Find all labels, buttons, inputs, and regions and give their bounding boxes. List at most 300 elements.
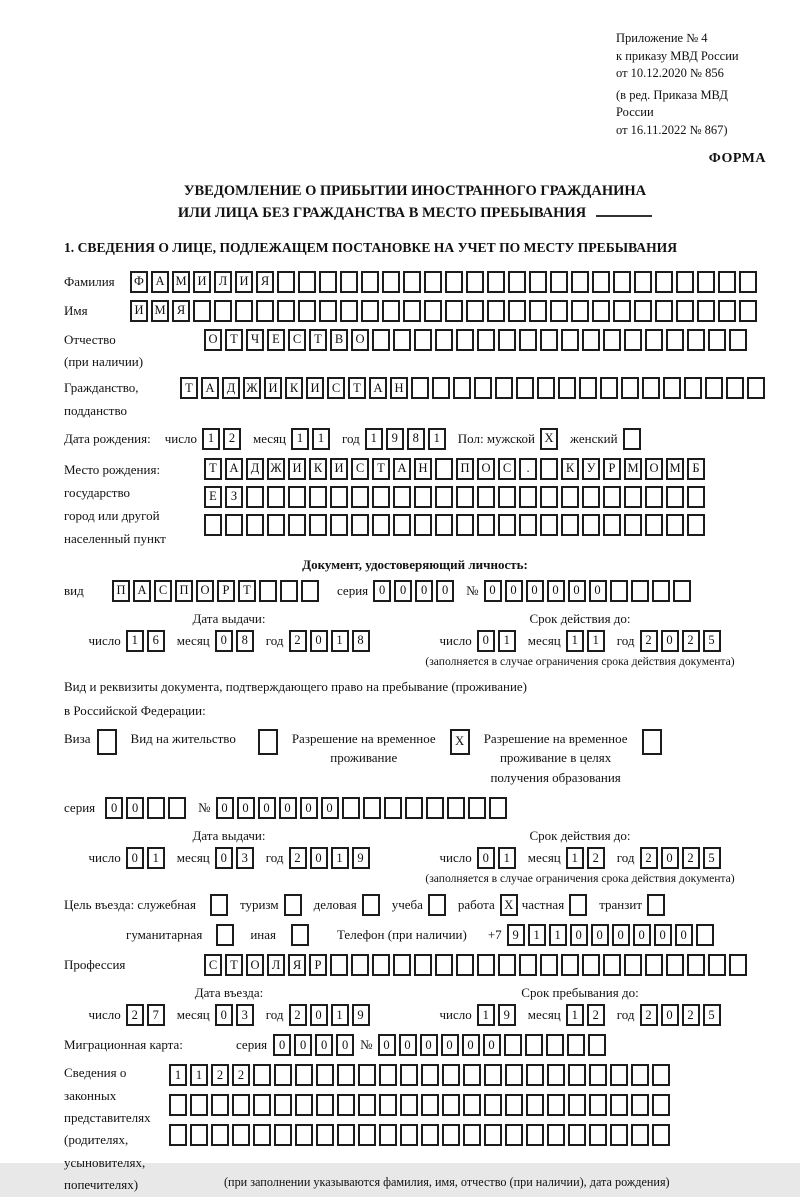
char-cell[interactable]: 0 (462, 1034, 480, 1056)
char-cell[interactable] (309, 486, 327, 508)
char-cell[interactable]: 2 (640, 1004, 658, 1026)
char-cell[interactable]: Е (267, 329, 285, 351)
char-cell[interactable]: 2 (682, 847, 700, 869)
char-cell[interactable]: 0 (415, 580, 433, 602)
char-cell[interactable]: 9 (507, 924, 525, 946)
char-cell[interactable]: 8 (352, 630, 370, 652)
char-cell[interactable]: 0 (436, 580, 454, 602)
char-cell[interactable] (477, 514, 495, 536)
char-cell[interactable]: 2 (640, 630, 658, 652)
char-cell[interactable] (561, 954, 579, 976)
char-cell[interactable]: И (235, 271, 253, 293)
char-cell[interactable]: Т (348, 377, 366, 399)
char-cell[interactable] (414, 329, 432, 351)
char-cell[interactable] (645, 514, 663, 536)
char-cell[interactable] (505, 1064, 523, 1086)
char-cell[interactable] (358, 1094, 376, 1116)
char-cell[interactable]: 0 (661, 847, 679, 869)
char-cell[interactable]: Я (256, 271, 274, 293)
char-cell[interactable] (739, 300, 757, 322)
char-cell[interactable] (277, 271, 295, 293)
char-cell[interactable]: 0 (215, 630, 233, 652)
char-cell[interactable] (652, 1124, 670, 1146)
char-cell[interactable] (280, 580, 298, 602)
char-cell[interactable]: 0 (237, 797, 255, 819)
char-cell[interactable]: 0 (126, 847, 144, 869)
char-cell[interactable] (529, 300, 547, 322)
char-cell[interactable] (613, 300, 631, 322)
char-cell[interactable]: 1 (587, 630, 605, 652)
char-cell[interactable] (540, 458, 558, 480)
char-cell[interactable] (379, 1124, 397, 1146)
char-cell[interactable] (561, 486, 579, 508)
char-cell[interactable]: 1 (566, 1004, 584, 1026)
char-cell[interactable]: 1 (126, 630, 144, 652)
char-cell[interactable]: К (309, 458, 327, 480)
char-cell[interactable] (697, 300, 715, 322)
char-cell[interactable] (442, 1124, 460, 1146)
char-cell[interactable] (589, 1064, 607, 1086)
char-cell[interactable]: 0 (477, 847, 495, 869)
char-cell[interactable] (526, 1094, 544, 1116)
char-cell[interactable] (508, 300, 526, 322)
char-cell[interactable] (267, 514, 285, 536)
char-cell[interactable] (447, 797, 465, 819)
char-cell[interactable] (634, 271, 652, 293)
char-cell[interactable] (547, 1094, 565, 1116)
char-cell[interactable]: 0 (591, 924, 609, 946)
char-cell[interactable]: 2 (640, 847, 658, 869)
char-cell[interactable] (204, 514, 222, 536)
char-cell[interactable]: 9 (352, 1004, 370, 1026)
char-cell[interactable] (484, 1124, 502, 1146)
char-cell[interactable] (487, 300, 505, 322)
char-cell[interactable] (589, 1094, 607, 1116)
char-cell[interactable]: 0 (420, 1034, 438, 1056)
char-cell[interactable] (739, 271, 757, 293)
char-cell[interactable] (466, 300, 484, 322)
char-cell[interactable] (288, 514, 306, 536)
char-cell[interactable] (666, 514, 684, 536)
char-cell[interactable] (747, 377, 765, 399)
char-cell[interactable] (466, 271, 484, 293)
char-cell[interactable] (211, 1124, 229, 1146)
char-cell[interactable]: Я (288, 954, 306, 976)
char-cell[interactable] (558, 377, 576, 399)
char-cell[interactable] (477, 329, 495, 351)
char-cell[interactable] (655, 300, 673, 322)
char-cell[interactable] (484, 1064, 502, 1086)
char-cell[interactable] (384, 797, 402, 819)
char-cell[interactable]: Н (390, 377, 408, 399)
char-cell[interactable]: 1 (331, 630, 349, 652)
char-cell[interactable]: 1 (147, 847, 165, 869)
char-cell[interactable] (267, 486, 285, 508)
char-cell[interactable]: 2 (682, 630, 700, 652)
char-cell[interactable] (295, 1124, 313, 1146)
char-cell[interactable] (393, 954, 411, 976)
char-cell[interactable]: С (288, 329, 306, 351)
char-cell[interactable] (505, 1124, 523, 1146)
char-cell[interactable] (498, 329, 516, 351)
char-cell[interactable] (259, 580, 277, 602)
char-cell[interactable]: Д (246, 458, 264, 480)
char-cell[interactable]: 0 (300, 797, 318, 819)
char-cell[interactable]: 0 (612, 924, 630, 946)
char-cell[interactable] (547, 1124, 565, 1146)
char-cell[interactable]: А (201, 377, 219, 399)
char-cell[interactable] (405, 797, 423, 819)
char-cell[interactable] (232, 1094, 250, 1116)
char-cell[interactable]: У (582, 458, 600, 480)
char-cell[interactable]: К (285, 377, 303, 399)
char-cell[interactable]: Е (204, 486, 222, 508)
char-cell[interactable] (540, 329, 558, 351)
char-cell[interactable] (540, 486, 558, 508)
char-cell[interactable] (676, 271, 694, 293)
char-cell[interactable]: 0 (216, 797, 234, 819)
char-cell[interactable]: 1 (498, 630, 516, 652)
char-cell[interactable]: 8 (236, 630, 254, 652)
char-cell[interactable]: Н (414, 458, 432, 480)
char-cell[interactable]: Ж (243, 377, 261, 399)
char-cell[interactable] (298, 271, 316, 293)
char-cell[interactable] (663, 377, 681, 399)
char-cell[interactable] (623, 428, 641, 450)
char-cell[interactable]: Т (238, 580, 256, 602)
char-cell[interactable]: 5 (703, 630, 721, 652)
char-cell[interactable] (631, 1094, 649, 1116)
char-cell[interactable]: И (288, 458, 306, 480)
char-cell[interactable]: Б (687, 458, 705, 480)
char-cell[interactable] (495, 377, 513, 399)
char-cell[interactable] (342, 797, 360, 819)
char-cell[interactable] (382, 300, 400, 322)
char-cell[interactable]: . (519, 458, 537, 480)
char-cell[interactable] (498, 954, 516, 976)
char-cell[interactable]: 0 (654, 924, 672, 946)
char-cell[interactable]: X (540, 428, 558, 450)
char-cell[interactable] (579, 377, 597, 399)
char-cell[interactable]: Ж (267, 458, 285, 480)
char-cell[interactable]: 0 (484, 580, 502, 602)
char-cell[interactable]: А (393, 458, 411, 480)
char-cell[interactable]: 0 (394, 580, 412, 602)
char-cell[interactable]: 2 (587, 847, 605, 869)
char-cell[interactable] (550, 300, 568, 322)
char-cell[interactable]: И (130, 300, 148, 322)
char-cell[interactable] (414, 514, 432, 536)
char-cell[interactable] (582, 329, 600, 351)
char-cell[interactable] (277, 300, 295, 322)
char-cell[interactable]: М (151, 300, 169, 322)
char-cell[interactable] (435, 458, 453, 480)
char-cell[interactable] (516, 377, 534, 399)
char-cell[interactable]: М (172, 271, 190, 293)
char-cell[interactable]: 0 (258, 797, 276, 819)
char-cell[interactable] (504, 1034, 522, 1056)
char-cell[interactable] (624, 329, 642, 351)
char-cell[interactable]: Ч (246, 329, 264, 351)
char-cell[interactable]: 2 (289, 847, 307, 869)
char-cell[interactable]: 1 (169, 1064, 187, 1086)
char-cell[interactable] (645, 329, 663, 351)
char-cell[interactable] (603, 329, 621, 351)
char-cell[interactable] (351, 486, 369, 508)
char-cell[interactable] (624, 954, 642, 976)
char-cell[interactable]: 1 (549, 924, 567, 946)
char-cell[interactable] (708, 329, 726, 351)
char-cell[interactable] (382, 271, 400, 293)
char-cell[interactable] (498, 514, 516, 536)
char-cell[interactable] (526, 1064, 544, 1086)
char-cell[interactable]: 1 (190, 1064, 208, 1086)
char-cell[interactable]: С (204, 954, 222, 976)
char-cell[interactable]: 1 (477, 1004, 495, 1026)
char-cell[interactable]: 9 (386, 428, 404, 450)
char-cell[interactable] (634, 300, 652, 322)
char-cell[interactable]: А (133, 580, 151, 602)
char-cell[interactable]: С (498, 458, 516, 480)
char-cell[interactable] (435, 329, 453, 351)
char-cell[interactable] (652, 1064, 670, 1086)
char-cell[interactable] (456, 329, 474, 351)
char-cell[interactable] (316, 1064, 334, 1086)
char-cell[interactable] (211, 1094, 229, 1116)
char-cell[interactable]: О (196, 580, 214, 602)
char-cell[interactable] (442, 1094, 460, 1116)
char-cell[interactable]: 2 (289, 630, 307, 652)
char-cell[interactable]: 1 (312, 428, 330, 450)
char-cell[interactable] (432, 377, 450, 399)
char-cell[interactable]: 1 (365, 428, 383, 450)
char-cell[interactable]: Т (204, 458, 222, 480)
char-cell[interactable]: 3 (236, 1004, 254, 1026)
char-cell[interactable]: 1 (202, 428, 220, 450)
char-cell[interactable]: О (645, 458, 663, 480)
char-cell[interactable] (309, 514, 327, 536)
char-cell[interactable] (445, 271, 463, 293)
char-cell[interactable] (288, 486, 306, 508)
char-cell[interactable] (372, 486, 390, 508)
char-cell[interactable] (613, 271, 631, 293)
char-cell[interactable] (456, 954, 474, 976)
char-cell[interactable] (445, 300, 463, 322)
char-cell[interactable] (337, 1124, 355, 1146)
char-cell[interactable]: П (112, 580, 130, 602)
char-cell[interactable] (214, 300, 232, 322)
char-cell[interactable]: М (624, 458, 642, 480)
char-cell[interactable] (379, 1064, 397, 1086)
char-cell[interactable] (274, 1124, 292, 1146)
char-cell[interactable] (337, 1064, 355, 1086)
char-cell[interactable] (568, 1094, 586, 1116)
char-cell[interactable]: К (561, 458, 579, 480)
char-cell[interactable]: 0 (589, 580, 607, 602)
char-cell[interactable] (519, 954, 537, 976)
char-cell[interactable]: 8 (407, 428, 425, 450)
char-cell[interactable] (253, 1124, 271, 1146)
char-cell[interactable] (319, 271, 337, 293)
char-cell[interactable] (642, 729, 662, 755)
char-cell[interactable]: 2 (211, 1064, 229, 1086)
char-cell[interactable]: И (193, 271, 211, 293)
char-cell[interactable] (487, 271, 505, 293)
char-cell[interactable] (421, 1094, 439, 1116)
char-cell[interactable] (403, 271, 421, 293)
char-cell[interactable] (147, 797, 165, 819)
char-cell[interactable]: 0 (399, 1034, 417, 1056)
char-cell[interactable] (652, 580, 670, 602)
char-cell[interactable] (537, 377, 555, 399)
char-cell[interactable] (687, 954, 705, 976)
char-cell[interactable]: Т (225, 329, 243, 351)
char-cell[interactable]: Т (309, 329, 327, 351)
char-cell[interactable] (571, 300, 589, 322)
char-cell[interactable]: 1 (428, 428, 446, 450)
char-cell[interactable] (582, 954, 600, 976)
char-cell[interactable]: 0 (273, 1034, 291, 1056)
char-cell[interactable] (456, 486, 474, 508)
char-cell[interactable]: 0 (321, 797, 339, 819)
char-cell[interactable] (624, 514, 642, 536)
char-cell[interactable] (330, 486, 348, 508)
char-cell[interactable] (362, 894, 380, 916)
char-cell[interactable] (684, 377, 702, 399)
char-cell[interactable] (190, 1094, 208, 1116)
char-cell[interactable]: 0 (310, 630, 328, 652)
char-cell[interactable] (589, 1124, 607, 1146)
char-cell[interactable] (571, 271, 589, 293)
char-cell[interactable] (652, 1094, 670, 1116)
char-cell[interactable]: 1 (498, 847, 516, 869)
char-cell[interactable] (456, 514, 474, 536)
char-cell[interactable]: 2 (289, 1004, 307, 1026)
char-cell[interactable]: С (327, 377, 345, 399)
char-cell[interactable]: 5 (703, 847, 721, 869)
char-cell[interactable] (372, 329, 390, 351)
char-cell[interactable]: 0 (310, 847, 328, 869)
char-cell[interactable]: Л (214, 271, 232, 293)
char-cell[interactable]: 0 (215, 847, 233, 869)
char-cell[interactable] (526, 1124, 544, 1146)
char-cell[interactable] (603, 486, 621, 508)
char-cell[interactable] (474, 377, 492, 399)
char-cell[interactable] (463, 1064, 481, 1086)
char-cell[interactable] (246, 486, 264, 508)
char-cell[interactable] (253, 1064, 271, 1086)
char-cell[interactable] (540, 514, 558, 536)
char-cell[interactable] (379, 1094, 397, 1116)
char-cell[interactable] (435, 514, 453, 536)
char-cell[interactable] (477, 954, 495, 976)
char-cell[interactable]: В (330, 329, 348, 351)
char-cell[interactable] (568, 1064, 586, 1086)
char-cell[interactable]: О (204, 329, 222, 351)
char-cell[interactable] (372, 954, 390, 976)
char-cell[interactable] (258, 729, 278, 755)
char-cell[interactable]: 9 (352, 847, 370, 869)
char-cell[interactable]: 0 (661, 1004, 679, 1026)
char-cell[interactable] (330, 514, 348, 536)
char-cell[interactable] (363, 797, 381, 819)
char-cell[interactable] (453, 377, 471, 399)
char-cell[interactable] (426, 797, 444, 819)
char-cell[interactable]: И (330, 458, 348, 480)
char-cell[interactable]: 6 (147, 630, 165, 652)
char-cell[interactable]: Р (603, 458, 621, 480)
char-cell[interactable]: 0 (126, 797, 144, 819)
char-cell[interactable] (708, 954, 726, 976)
char-cell[interactable]: 1 (331, 847, 349, 869)
char-cell[interactable] (547, 1064, 565, 1086)
char-cell[interactable]: 0 (294, 1034, 312, 1056)
char-cell[interactable] (256, 300, 274, 322)
char-cell[interactable] (210, 894, 228, 916)
char-cell[interactable] (442, 1064, 460, 1086)
char-cell[interactable] (414, 954, 432, 976)
char-cell[interactable] (414, 486, 432, 508)
char-cell[interactable] (592, 300, 610, 322)
char-cell[interactable] (235, 300, 253, 322)
char-cell[interactable]: 0 (310, 1004, 328, 1026)
char-cell[interactable]: 5 (703, 1004, 721, 1026)
char-cell[interactable]: Т (372, 458, 390, 480)
char-cell[interactable]: Т (225, 954, 243, 976)
char-cell[interactable] (393, 329, 411, 351)
char-cell[interactable] (624, 486, 642, 508)
char-cell[interactable]: 3 (236, 847, 254, 869)
char-cell[interactable] (316, 1124, 334, 1146)
char-cell[interactable] (519, 514, 537, 536)
char-cell[interactable] (351, 954, 369, 976)
char-cell[interactable] (361, 271, 379, 293)
char-cell[interactable] (666, 329, 684, 351)
char-cell[interactable] (428, 894, 446, 916)
char-cell[interactable]: 0 (568, 580, 586, 602)
char-cell[interactable] (645, 486, 663, 508)
char-cell[interactable] (642, 377, 660, 399)
char-cell[interactable]: П (456, 458, 474, 480)
char-cell[interactable] (319, 300, 337, 322)
char-cell[interactable]: 0 (105, 797, 123, 819)
char-cell[interactable] (274, 1064, 292, 1086)
char-cell[interactable] (546, 1034, 564, 1056)
char-cell[interactable] (225, 514, 243, 536)
char-cell[interactable]: 2 (126, 1004, 144, 1026)
char-cell[interactable] (351, 514, 369, 536)
char-cell[interactable] (718, 271, 736, 293)
char-cell[interactable] (697, 271, 715, 293)
char-cell[interactable]: Д (222, 377, 240, 399)
char-cell[interactable]: С (154, 580, 172, 602)
char-cell[interactable]: 0 (315, 1034, 333, 1056)
char-cell[interactable]: Ф (130, 271, 148, 293)
char-cell[interactable] (610, 580, 628, 602)
char-cell[interactable] (729, 329, 747, 351)
char-cell[interactable] (592, 271, 610, 293)
char-cell[interactable]: 0 (505, 580, 523, 602)
char-cell[interactable] (400, 1094, 418, 1116)
char-cell[interactable] (358, 1124, 376, 1146)
char-cell[interactable]: А (369, 377, 387, 399)
char-cell[interactable]: Р (217, 580, 235, 602)
char-cell[interactable] (484, 1094, 502, 1116)
char-cell[interactable]: З (225, 486, 243, 508)
char-cell[interactable]: 2 (223, 428, 241, 450)
char-cell[interactable]: 7 (147, 1004, 165, 1026)
char-cell[interactable] (561, 514, 579, 536)
